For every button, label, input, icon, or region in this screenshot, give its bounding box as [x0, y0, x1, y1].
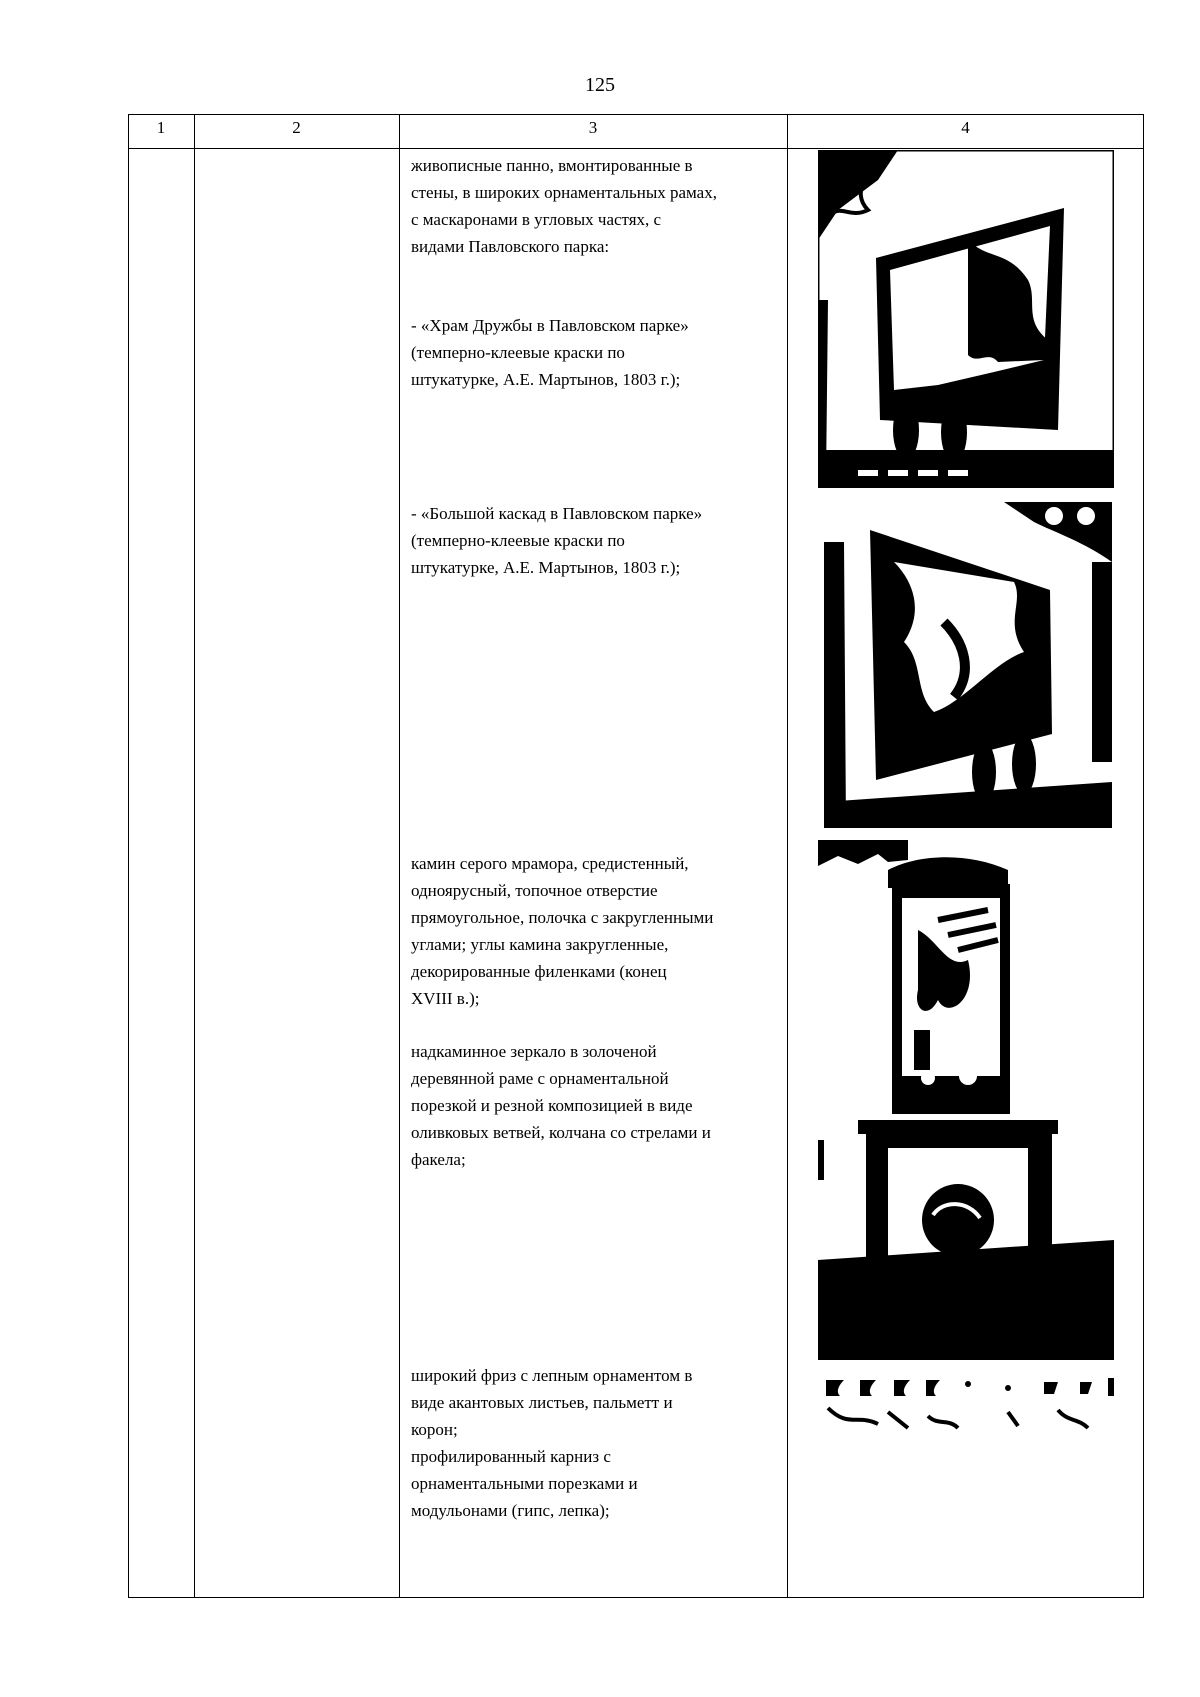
header-divider: [128, 148, 1144, 149]
text-line: декорированные филенками (конец: [411, 962, 667, 981]
text-line: деревянной раме с орнаментальной: [411, 1069, 669, 1088]
column-header-3: 3: [588, 118, 598, 137]
text-line: прямоугольное, полочка с закругленными: [411, 908, 714, 927]
description-frieze-cornice: [411, 1362, 781, 1524]
description-temple-of-friendship: [411, 312, 781, 393]
column-divider-2: [399, 114, 400, 1598]
column-header-1: 1: [156, 118, 166, 137]
page-number: 125: [585, 74, 615, 96]
description-overmantel-mirror: [411, 1038, 781, 1173]
column-header-4: 4: [961, 118, 970, 137]
text-line: XVIII в.);: [411, 989, 480, 1008]
text-line: порезкой и резной композицией в виде: [411, 1096, 693, 1115]
photo-temple-of-friendship-panel: [818, 150, 1114, 488]
text-line: (темперно-клеевые краски по: [411, 343, 625, 362]
text-line: штукатурке, А.Е. Мартынов, 1803 г.);: [411, 558, 681, 577]
column-divider-3: [787, 114, 788, 1598]
text-line: широкий фриз с лепным орнаментом в: [411, 1366, 693, 1385]
text-line: одноярусный, топочное отверстие: [411, 881, 658, 900]
text-line: камин серого мрамора, средистенный,: [411, 854, 689, 873]
text-line: факела;: [411, 1150, 466, 1169]
text-line: профилированный карниз с: [411, 1447, 611, 1466]
text-line: углами; углы камина закругленные,: [411, 935, 669, 954]
description-panels-intro: [411, 152, 781, 260]
text-line: виде акантовых листьев, пальметт и: [411, 1393, 673, 1412]
photo-frieze-ornament: [818, 1378, 1118, 1436]
column-header-2: 2: [292, 118, 301, 137]
text-line: модульонами (гипс, лепка);: [411, 1501, 610, 1520]
text-line: надкаминное зеркало в золоченой: [411, 1042, 657, 1061]
text-line: штукатурке, А.Е. Мартынов, 1803 г.);: [411, 370, 681, 389]
text-line: живописные панно, вмонтированные в: [411, 156, 693, 175]
text-line: оливковых ветвей, колчана со стрелами и: [411, 1123, 711, 1142]
text-line: орнаментальными порезками и: [411, 1474, 638, 1493]
photo-great-cascade-panel: [824, 502, 1112, 828]
text-line: видами Павловского парка:: [411, 237, 610, 256]
text-line: корон;: [411, 1420, 458, 1439]
text-line: - «Большой каскад в Павловском парке»: [411, 504, 703, 523]
column-divider-1: [194, 114, 195, 1598]
description-fireplace: [411, 850, 781, 1012]
text-line: стены, в широких орнаментальных рамах,: [411, 183, 717, 202]
photo-fireplace-with-mirror: [818, 840, 1114, 1360]
text-line: (темперно-клеевые краски по: [411, 531, 625, 550]
text-line: с маскаронами в угловых частях, с: [411, 210, 662, 229]
description-great-cascade: [411, 500, 781, 581]
text-line: - «Храм Дружбы в Павловском парке»: [411, 316, 689, 335]
